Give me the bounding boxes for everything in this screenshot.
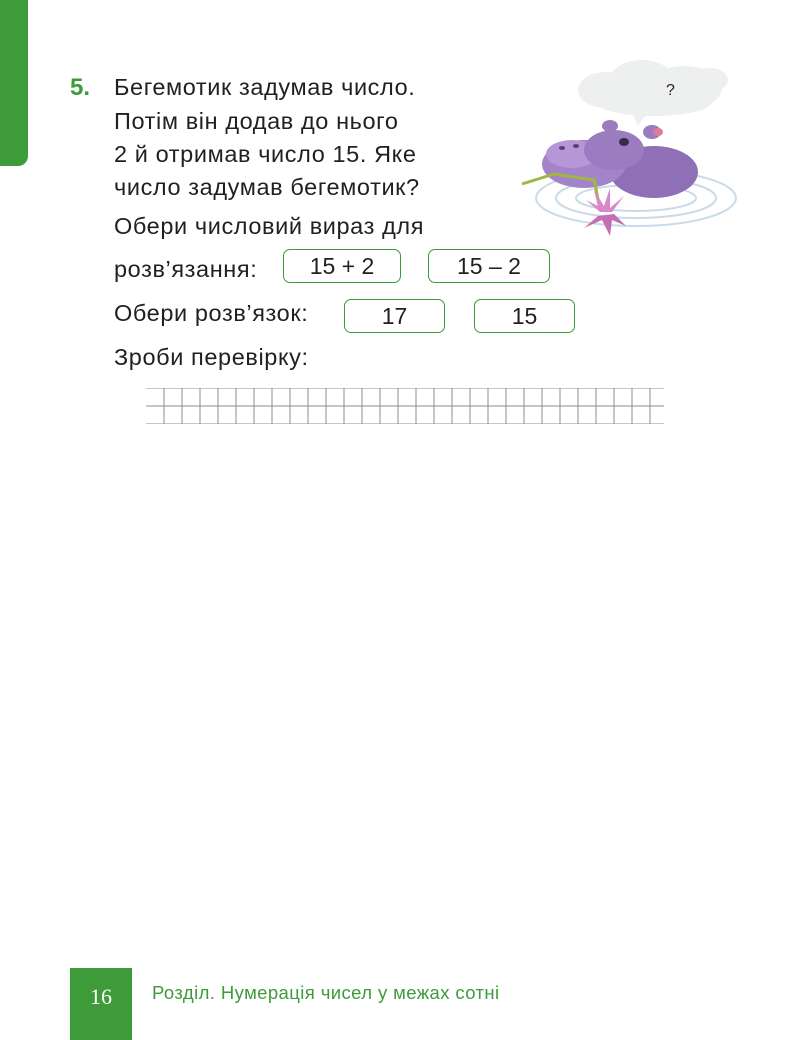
problem-line-2: Потім він додав до нього [114,108,399,134]
solution-option-15[interactable]: 15 [474,299,575,333]
page-number: 16 [90,984,112,1009]
task-number: 5. [70,74,91,101]
solution-prompt: Обери розв’язок: [114,300,309,326]
hippo-icon [542,120,698,198]
expression-prompt: Обери числовий вираз для [114,213,425,239]
chapter-tab [0,0,28,166]
expression-prompt-cont: розв’язання: [114,256,258,282]
page-number-tab [70,968,132,1040]
answer-grid[interactable] [146,388,664,429]
bubble-question-mark: ? [666,82,675,99]
expression-option-add[interactable]: 15 + 2 [283,249,401,283]
thought-bubble-icon [578,60,728,126]
problem-line-4: число задумав бегемотик? [114,174,420,200]
section-title: Розділ. Нумерація чисел у межах сотні [152,982,500,1003]
expression-option-subtract[interactable]: 15 – 2 [428,249,550,283]
hippo-illustration [514,60,744,247]
problem-line-3: 2 й отримав число 15. Яке [114,141,417,167]
problem-line-1: Бегемотик задумав число. [114,74,416,100]
solution-option-17[interactable]: 17 [344,299,445,333]
check-prompt: Зроби перевірку: [114,344,309,370]
lotus-flower-icon [584,188,626,236]
